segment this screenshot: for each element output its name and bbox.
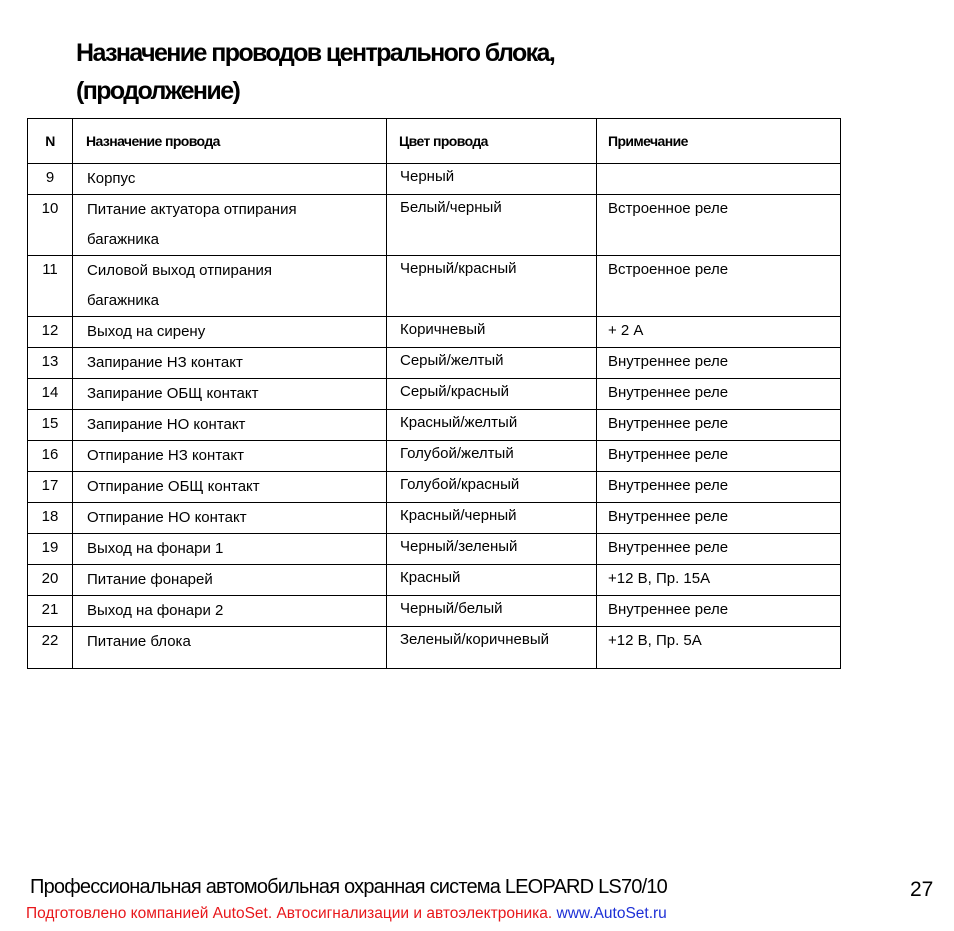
cell-number: 14 xyxy=(28,379,73,410)
cell-wire-purpose xyxy=(73,164,387,195)
table-row xyxy=(28,596,841,627)
wire-purpose-line-1: Запирание НЗ контакт xyxy=(87,354,243,371)
wire-purpose-line-1: Отпирание НО контакт xyxy=(87,509,247,526)
wire-purpose-line-1: Отпирание НЗ контакт xyxy=(87,447,244,464)
cell-wire-purpose xyxy=(73,317,387,348)
table-row xyxy=(28,534,841,565)
title-line-1: Назначение проводов центрального блока, xyxy=(76,39,555,67)
wire-purpose-line-1: Питание блока xyxy=(87,633,191,650)
footer-product-line: Профессиональная автомобильная охранная система LEOPARD LS70/10 xyxy=(30,876,667,898)
cell-note: Встроенное реле xyxy=(597,195,841,256)
cell-wire-color: Черный/красный xyxy=(387,256,597,317)
wire-purpose-line-1: Выход на сирену xyxy=(87,323,206,340)
wire-purpose-line-2: багажника xyxy=(87,292,160,309)
cell-wire-color: Зеленый/коричневый xyxy=(387,627,597,669)
cell-note xyxy=(597,164,841,195)
cell-number: 17 xyxy=(28,472,73,503)
cell-note: Внутреннее реле xyxy=(597,534,841,565)
cell-wire-color: Красный/желтый xyxy=(387,410,597,441)
cell-number: 9 xyxy=(28,164,73,195)
cell-note: + 2 А xyxy=(597,317,841,348)
cell-number: 20 xyxy=(28,565,73,596)
cell-wire-purpose xyxy=(73,348,387,379)
cell-wire-purpose xyxy=(73,472,387,503)
cell-wire-color: Серый/красный xyxy=(387,379,597,410)
cell-wire-purpose xyxy=(73,256,387,317)
cell-wire-color: Красный/черный xyxy=(387,503,597,534)
cell-note: Внутреннее реле xyxy=(597,379,841,410)
cell-number: 13 xyxy=(28,348,73,379)
table-row xyxy=(28,256,841,317)
header-wire-color: Цвет провода xyxy=(387,119,597,164)
footer-credit-text: Подготовлено компанией AutoSet. Автосигнализации и автоэлектроника. xyxy=(26,905,553,922)
table-row xyxy=(28,164,841,195)
table-row xyxy=(28,410,841,441)
header-note: Примечание xyxy=(597,119,841,164)
cell-wire-purpose xyxy=(73,596,387,627)
wire-purpose-line-1: Питание актуатора отпирания xyxy=(87,201,297,218)
header-wire-purpose: Назначение провода xyxy=(73,119,387,164)
cell-note: Внутреннее реле xyxy=(597,596,841,627)
table-row xyxy=(28,195,841,256)
cell-wire-color: Коричневый xyxy=(387,317,597,348)
cell-wire-color: Серый/желтый xyxy=(387,348,597,379)
cell-number: 11 xyxy=(28,256,73,317)
cell-note: Встроенное реле xyxy=(597,256,841,317)
cell-note: Внутреннее реле xyxy=(597,441,841,472)
cell-number: 16 xyxy=(28,441,73,472)
cell-number: 19 xyxy=(28,534,73,565)
wire-purpose-line-1: Выход на фонари 1 xyxy=(87,540,224,557)
cell-wire-purpose xyxy=(73,195,387,256)
wire-purpose-line-1: Отпирание ОБЩ контакт xyxy=(87,478,260,495)
page-title xyxy=(76,34,776,110)
title-line-2: (продолжение) xyxy=(76,77,240,105)
cell-wire-color: Черный/зеленый xyxy=(387,534,597,565)
cell-wire-color: Черный/белый xyxy=(387,596,597,627)
table-row xyxy=(28,348,841,379)
cell-wire-purpose xyxy=(73,410,387,441)
table-header-row xyxy=(28,119,841,164)
wire-assignment-table xyxy=(27,118,841,669)
table-row xyxy=(28,472,841,503)
cell-wire-color: Голубой/желтый xyxy=(387,441,597,472)
table-row xyxy=(28,379,841,410)
cell-number: 12 xyxy=(28,317,73,348)
cell-wire-purpose xyxy=(73,534,387,565)
cell-number: 15 xyxy=(28,410,73,441)
cell-number: 18 xyxy=(28,503,73,534)
cell-wire-purpose xyxy=(73,441,387,472)
table-body xyxy=(28,164,841,669)
cell-number: 22 xyxy=(28,627,73,669)
cell-number: 10 xyxy=(28,195,73,256)
cell-wire-purpose xyxy=(73,379,387,410)
cell-wire-purpose xyxy=(73,627,387,669)
cell-wire-color: Красный xyxy=(387,565,597,596)
table-row xyxy=(28,565,841,596)
wire-purpose-line-1: Питание фонарей xyxy=(87,571,213,588)
cell-note: +12 В, Пр. 5А xyxy=(597,627,841,669)
wire-purpose-line-1: Запирание НО контакт xyxy=(87,416,246,433)
table-row xyxy=(28,627,841,669)
cell-number: 21 xyxy=(28,596,73,627)
cell-wire-purpose xyxy=(73,565,387,596)
table-row xyxy=(28,317,841,348)
header-number: N xyxy=(28,119,73,164)
wire-purpose-line-1: Выход на фонари 2 xyxy=(87,602,224,619)
cell-note: Внутреннее реле xyxy=(597,472,841,503)
footer-credit xyxy=(26,905,667,923)
footer-credit-url[interactable]: www.AutoSet.ru xyxy=(556,905,667,922)
table-row xyxy=(28,503,841,534)
cell-wire-color: Черный xyxy=(387,164,597,195)
cell-wire-purpose xyxy=(73,503,387,534)
cell-note: Внутреннее реле xyxy=(597,410,841,441)
cell-note: Внутреннее реле xyxy=(597,348,841,379)
cell-note: Внутреннее реле xyxy=(597,503,841,534)
wire-purpose-line-1: Запирание ОБЩ контакт xyxy=(87,385,259,402)
wire-purpose-line-2: багажника xyxy=(87,231,160,248)
cell-note: +12 В, Пр. 15А xyxy=(597,565,841,596)
wire-purpose-line-1: Силовой выход отпирания xyxy=(87,262,273,279)
cell-wire-color: Белый/черный xyxy=(387,195,597,256)
wire-purpose-line-1: Корпус xyxy=(87,170,136,187)
page-number: 27 xyxy=(910,878,934,901)
cell-wire-color: Голубой/красный xyxy=(387,472,597,503)
table-row xyxy=(28,441,841,472)
